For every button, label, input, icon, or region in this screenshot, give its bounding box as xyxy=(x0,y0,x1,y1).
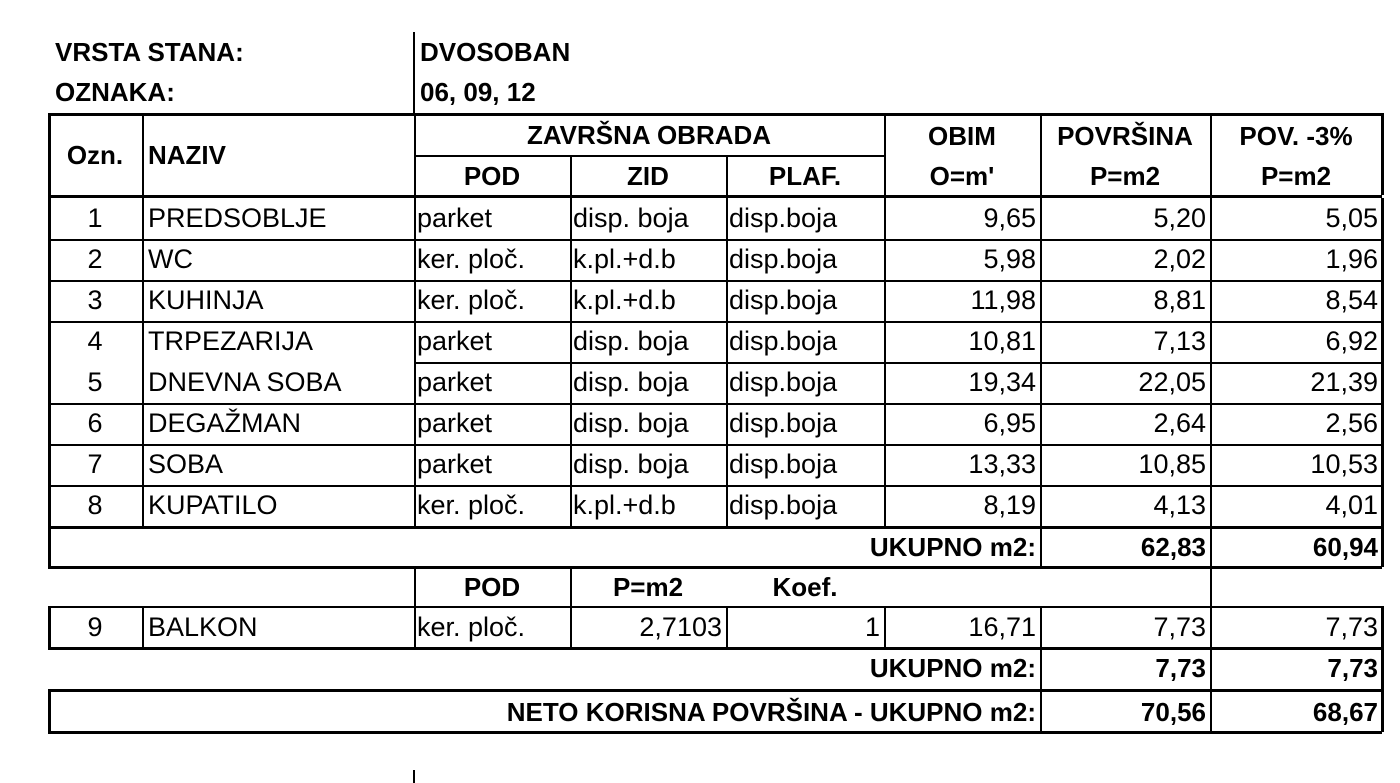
cell-ozn: 1 xyxy=(87,203,103,233)
balkon-total-pov3: 7,73 xyxy=(1327,652,1378,683)
cell-plaf: disp.boja xyxy=(729,490,838,520)
cell-pod: ker. ploč. xyxy=(417,490,526,520)
cell-pov: 22,05 xyxy=(1138,367,1206,397)
cell-pod: ker. ploč. xyxy=(417,244,526,274)
cell-pov: 2,02 xyxy=(1153,244,1206,274)
balkon-koef: 1 xyxy=(864,611,880,642)
th-povrsina: POVRŠINA xyxy=(1057,120,1193,151)
cell-naziv: KUPATILO xyxy=(148,490,278,520)
cell-plaf: disp.boja xyxy=(729,244,838,274)
cell-pov: 10,85 xyxy=(1138,449,1206,479)
cell-pov: 4,13 xyxy=(1153,490,1206,520)
cell-plaf: disp.boja xyxy=(729,449,838,479)
balkon-th-pod: POD xyxy=(463,571,521,602)
grid-line xyxy=(1210,566,1212,606)
cell-pov3: 10,53 xyxy=(1310,449,1378,479)
th-pov3: POV. -3% xyxy=(1239,120,1353,151)
bottom-tick xyxy=(413,770,415,783)
neto-povrsina: 70,56 xyxy=(1140,696,1206,727)
cell-plaf: disp.boja xyxy=(729,367,838,397)
th-zid: ZID xyxy=(627,160,669,191)
balkon-total-label: UKUPNO m2: xyxy=(869,652,1036,683)
cell-zid: disp. boja xyxy=(573,367,689,397)
cell-naziv: WC xyxy=(148,244,193,274)
cell-pod: parket xyxy=(417,408,493,438)
cell-naziv: DNEVNA SOBA xyxy=(148,367,342,397)
cell-zid: k.pl.+d.b xyxy=(573,490,676,520)
cell-zid: k.pl.+d.b xyxy=(573,285,676,315)
cell-plaf: disp.boja xyxy=(729,203,838,233)
cell-ozn: 7 xyxy=(87,449,103,479)
cell-ozn: 5 xyxy=(87,367,103,397)
cell-ozn: 4 xyxy=(87,326,103,356)
neto-pov3: 68,67 xyxy=(1312,696,1378,727)
balkon-th-pm2: P=m2 xyxy=(612,571,684,602)
cell-obim: 9,65 xyxy=(983,203,1036,233)
cell-ozn: 2 xyxy=(87,244,103,274)
cell-pov3: 21,39 xyxy=(1310,367,1378,397)
balkon-th-koef: Koef. xyxy=(772,571,838,602)
balkon-pod: ker. ploč. xyxy=(417,611,526,642)
cell-pov: 8,81 xyxy=(1153,285,1206,315)
cell-zid: disp. boja xyxy=(573,449,689,479)
balkon-ozn: 9 xyxy=(87,611,103,642)
cell-pod: parket xyxy=(417,367,493,397)
cell-pod: ker. ploč. xyxy=(417,285,526,315)
th-plaf: PLAF. xyxy=(768,160,842,191)
cell-pov3: 8,54 xyxy=(1325,285,1378,315)
balkon-pm2: 2,7103 xyxy=(639,611,722,642)
header-divider xyxy=(413,32,415,114)
cell-obim: 6,95 xyxy=(983,408,1036,438)
cell-obim: 5,98 xyxy=(983,244,1036,274)
cell-zid: disp. boja xyxy=(573,326,689,356)
th-povrsina-unit: P=m2 xyxy=(1089,160,1161,191)
cell-plaf: disp.boja xyxy=(729,326,838,356)
th-obim-unit: O=m' xyxy=(929,160,995,191)
total-povrsina: 62,83 xyxy=(1140,531,1206,562)
balkon-naziv: BALKON xyxy=(148,611,258,642)
cell-ozn: 3 xyxy=(87,285,103,315)
cell-naziv: TRPEZARIJA xyxy=(148,326,314,356)
cell-pov3: 1,96 xyxy=(1325,244,1378,274)
cell-pov: 7,13 xyxy=(1153,326,1206,356)
cell-naziv: PREDSOBLJE xyxy=(148,203,327,233)
cell-pod: parket xyxy=(417,449,493,479)
oznaka-label: OZNAKA: xyxy=(55,77,175,107)
cell-pod: parket xyxy=(417,203,493,233)
balkon-pov3: 7,73 xyxy=(1325,611,1378,642)
total-pov3: 60,94 xyxy=(1312,531,1378,562)
cell-zid: disp. boja xyxy=(573,203,689,233)
balkon-total-povrsina: 7,73 xyxy=(1155,652,1206,683)
vrsta-value: DVOSOBAN xyxy=(420,37,571,67)
oznaka-value: 06, 09, 12 xyxy=(420,77,536,107)
neto-label: NETO KORISNA POVRŠINA - UKUPNO m2: xyxy=(506,696,1036,727)
cell-obim: 13,33 xyxy=(968,449,1036,479)
total-label: UKUPNO m2: xyxy=(869,531,1036,562)
cell-pov3: 4,01 xyxy=(1325,490,1378,520)
cell-plaf: disp.boja xyxy=(729,408,838,438)
cell-pov: 2,64 xyxy=(1153,408,1206,438)
th-obim: OBIM xyxy=(928,120,996,151)
balkon-obim: 16,71 xyxy=(968,611,1036,642)
cell-pov3: 5,05 xyxy=(1325,203,1378,233)
cell-plaf: disp.boja xyxy=(729,285,838,315)
cell-naziv: DEGAŽMAN xyxy=(148,408,302,438)
cell-pov3: 6,92 xyxy=(1325,326,1378,356)
cell-obim: 10,81 xyxy=(968,326,1036,356)
cell-pov3: 2,56 xyxy=(1325,408,1378,438)
cell-ozn: 8 xyxy=(87,490,103,520)
th-pod: POD xyxy=(463,160,521,191)
th-zavrsna-obrada: ZAVRŠNA OBRADA xyxy=(526,119,772,150)
th-naziv: NAZIV xyxy=(148,139,226,170)
th-pov3-unit: P=m2 xyxy=(1260,160,1332,191)
cell-naziv: SOBA xyxy=(148,449,224,479)
vrsta-label: VRSTA STANA: xyxy=(55,37,244,67)
th-ozn: Ozn. xyxy=(66,139,124,170)
cell-zid: k.pl.+d.b xyxy=(573,244,676,274)
cell-ozn: 6 xyxy=(87,408,103,438)
cell-obim: 19,34 xyxy=(968,367,1036,397)
balkon-povrsina: 7,73 xyxy=(1153,611,1206,642)
cell-pov: 5,20 xyxy=(1153,203,1206,233)
cell-obim: 8,19 xyxy=(983,490,1036,520)
cell-zid: disp. boja xyxy=(573,408,689,438)
cell-pod: parket xyxy=(417,326,493,356)
cell-naziv: KUHINJA xyxy=(148,285,264,315)
cell-obim: 11,98 xyxy=(970,285,1036,315)
